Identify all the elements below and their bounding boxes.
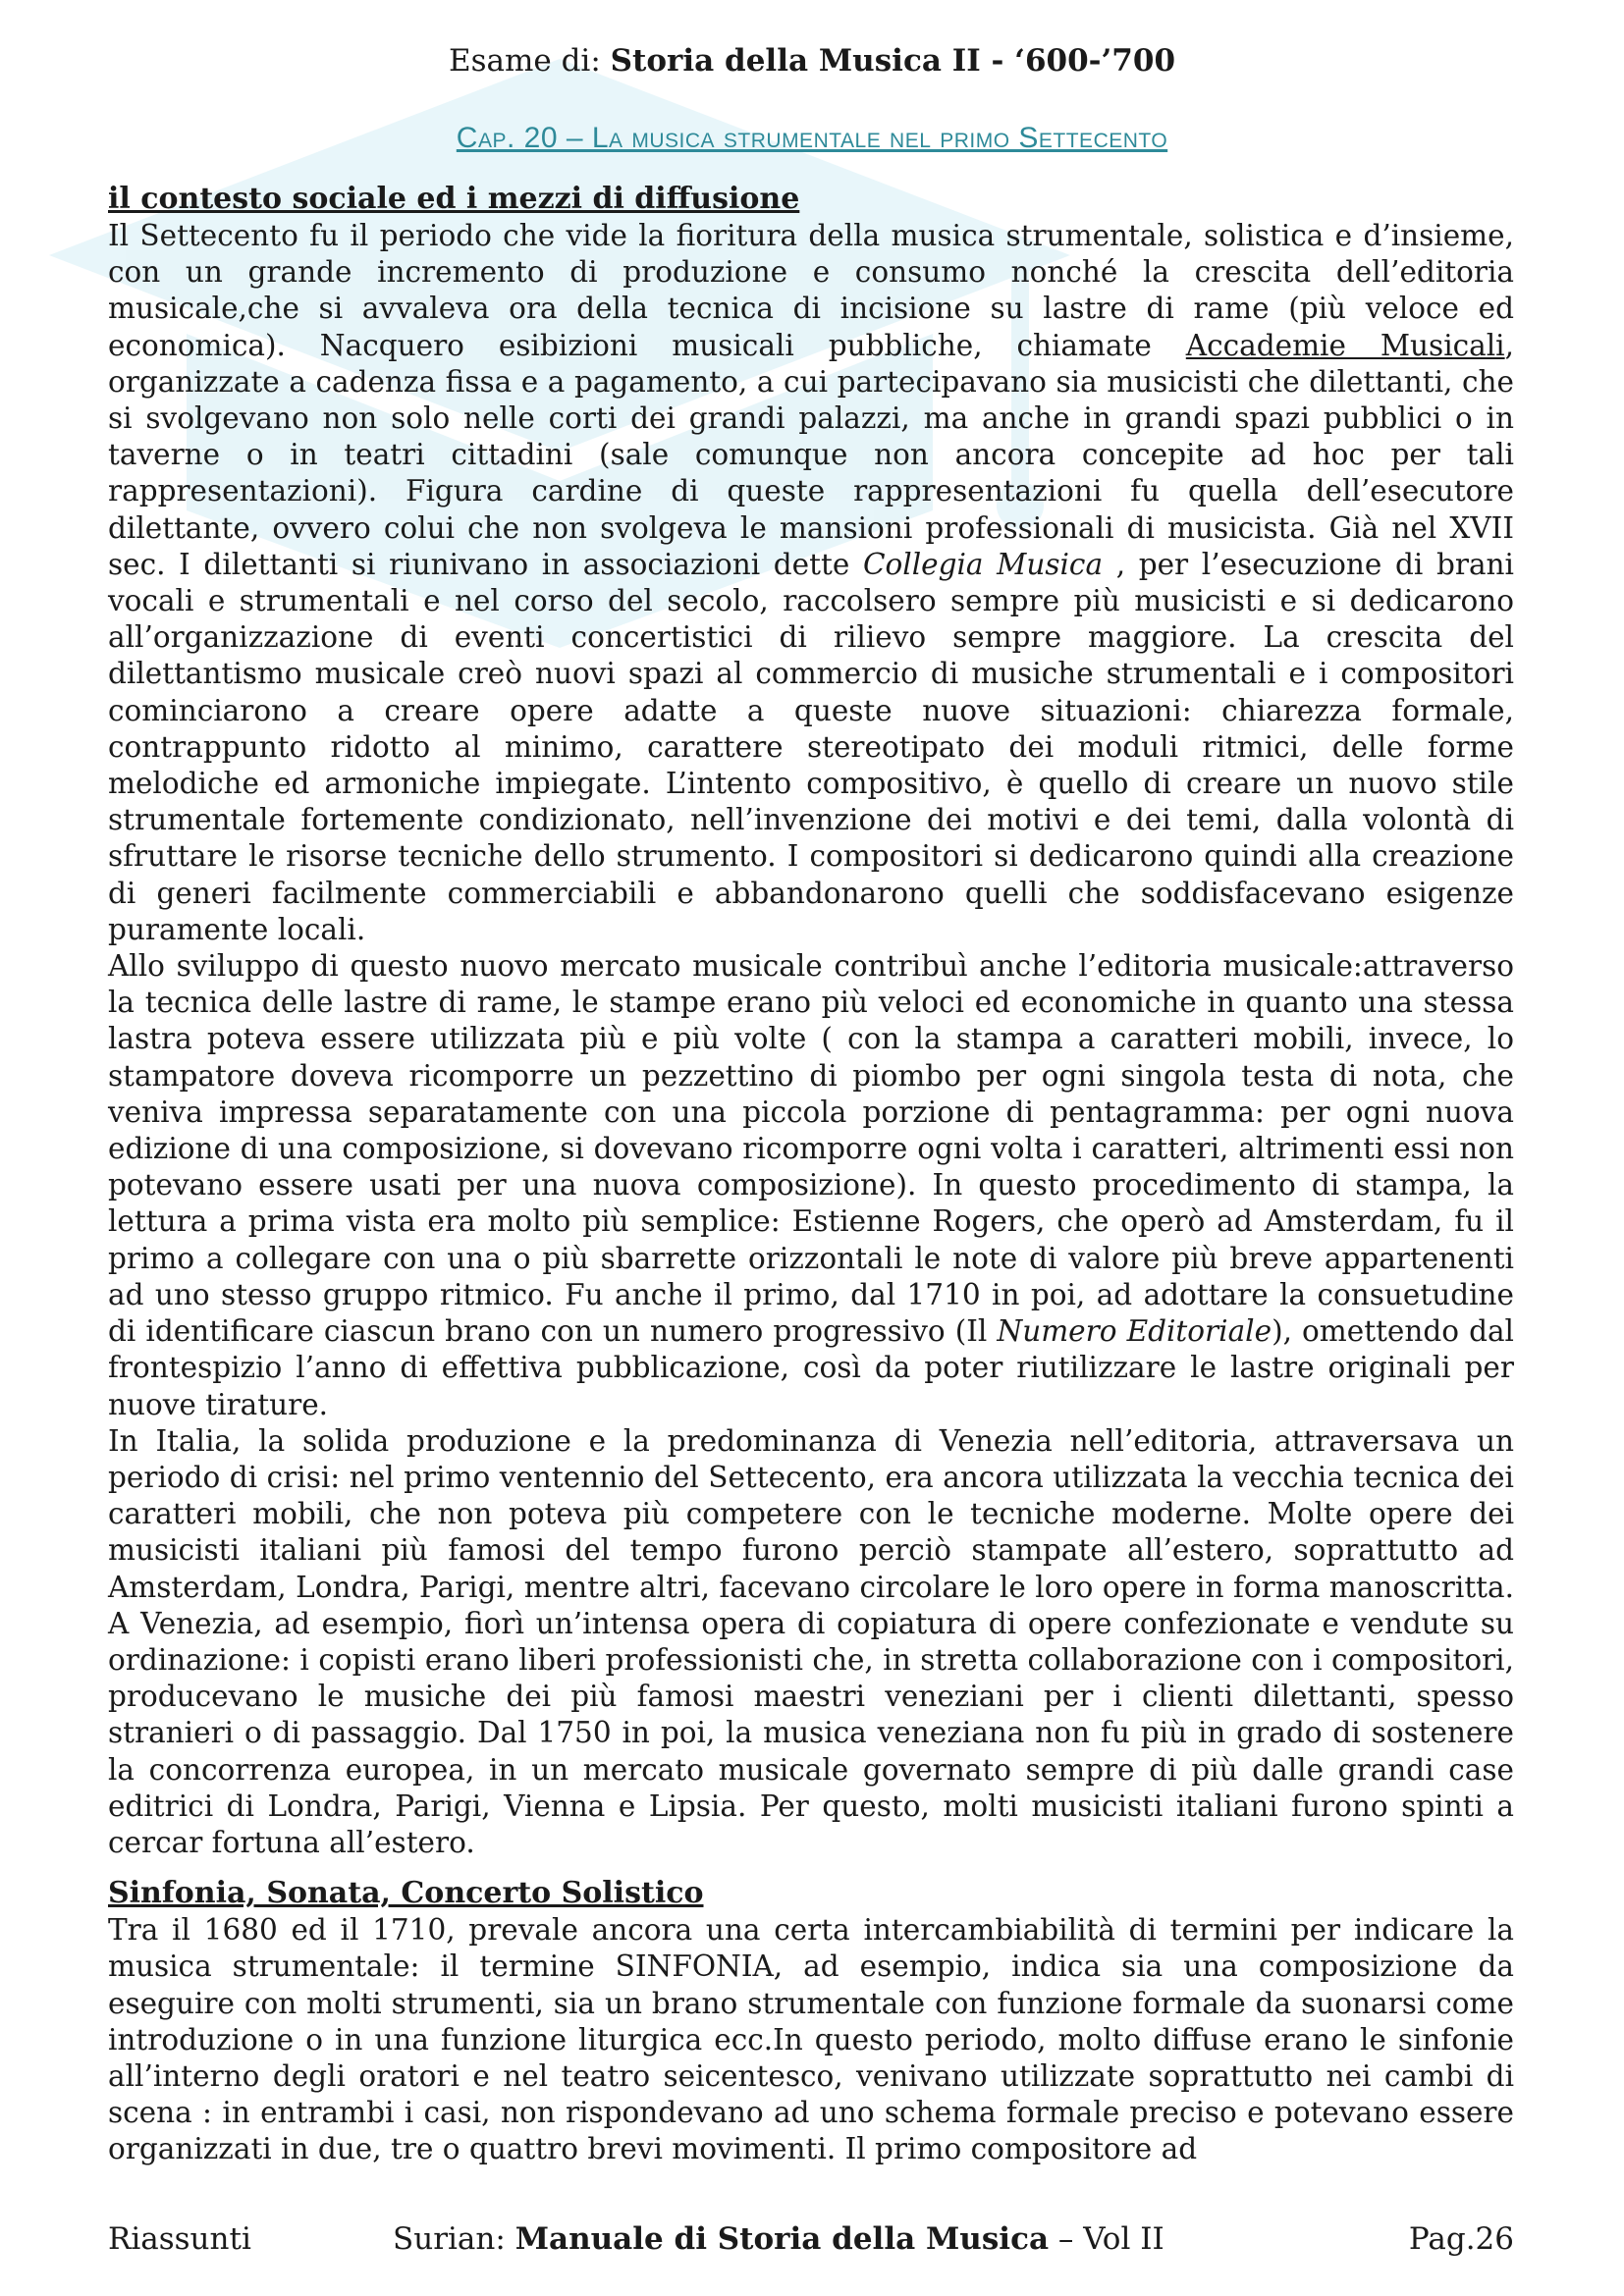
page-number: Pag.26 bbox=[1408, 2221, 1514, 2257]
section-title-social-context: il contesto sociale ed i mezzi di diffusione bbox=[108, 182, 800, 216]
paragraph-text: Il Settecento fu il periodo che vide la fioritura della musica strumentale, solistica e d’insieme, con un grande incremento di produzione e consumo nonché la crescita dell’editoria musicale,che si avvaleva ora della tecnica di incisione su lastre di rame (più veloce ed economica). Nacquero esibizioni musicali pubbliche, chiamate bbox=[108, 219, 1514, 362]
footer-volume: – Vol II bbox=[1049, 2221, 1164, 2257]
paragraph bbox=[108, 948, 1514, 1423]
term-collegia-musica: Collegia Musica bbox=[862, 547, 1104, 581]
footer-left: Riassunti bbox=[108, 2221, 251, 2257]
footer-center bbox=[393, 2221, 1164, 2257]
paragraph: In Italia, la solida produzione e la predominanza di Venezia nell’editoria, attraversava un periodo di crisi: nel primo ventennio del Settecento, era ancora utilizzata la vecchia tecnica dei caratteri mobili, che non poteva più competere con le tecniche moderne. Molte opere dei musicisti italiani più famosi del tempo furono perciò stampate all’estero, soprattutto ad Amsterdam, Londra, Parigi, mentre altri, facevano circolare le loro opere in forma manoscritta. A Venezia, ad esempio, fiorì un’intensa opera di copiatura di opere confezionate e vendute su ordinazione: i copisti erano liberi professionisti che, in stretta collaborazione con i compositori, producevano le musiche dei più famosi maestri veneziani per i clienti dilettanti, spesso stranieri o di passaggio. Dal 1750 in poi, la musica veneziana non fu più in grado di sostenere la concorrenza europea, in un mercato musicale governato sempre di più dalle grandi case editrici di Londra, Parigi, Vienna e Lipsia. Per questo, molti musicisti italiani furono spinti a cercar fortuna all’estero. bbox=[108, 1423, 1514, 1859]
paragraph-text: ), omettendo dal frontespizio l’anno di effettiva pubblicazione, così da poter riutilizzare le lastre originali per nuove tirature. bbox=[108, 1314, 1514, 1421]
paragraph bbox=[108, 218, 1514, 948]
header-course: Storia della Musica II - ‘600-’700 bbox=[610, 43, 1176, 79]
header-prefix: Esame di: bbox=[448, 43, 611, 79]
document-body bbox=[108, 181, 1514, 2168]
term-numero-editoriale: Numero Editoriale bbox=[997, 1314, 1272, 1349]
page-footer bbox=[108, 2221, 1514, 2261]
page-header bbox=[0, 43, 1624, 79]
footer-author: Surian: bbox=[393, 2221, 515, 2257]
section-title-sinfonia: Sinfonia, Sonata, Concerto Solistico bbox=[108, 1876, 704, 1911]
paragraph: Tra il 1680 ed il 1710, prevale ancora una certa intercambiabilità di termini per indicare la musica strumentale: il termine SINFONIA, ad esempio, indica sia una composizione da eseguire con molti strumenti, sia un brano strumentale con funzione formale da suonarsi come introduzione o in una funzione liturgica ecc.In questo periodo, molto diffuse erano le sinfonie all’interno degli oratori e nel teatro seicentesco, venivano utilizzate soprattutto nei cambi di scena : in entrambi i casi, non rispondevano ad uno schema formale preciso e potevano essere organizzati in due, tre o quattro brevi movimenti. Il primo compositore ad bbox=[108, 1913, 1514, 2166]
paragraph-text: Allo sviluppo di questo nuovo mercato musicale contribuì anche l’editoria musicale:attraverso la tecnica delle lastre di rame, le stampe erano più veloci ed economiche in quanto una stessa lastra poteva essere utilizzata più e più volte ( con la stampa a caratteri mobili, invece, lo stampatore doveva ricomporre un pezzettino di piombo per ogni singola testa di nota, che veniva impressa separatamente con una piccola porzione di pentagramma: per ogni nuova edizione di una composizione, si dovevano ricomporre ogni volta i caratteri, altrimenti essi non potevano essere usati per una nuova composizione). In questo procedimento di stampa, la lettura a prima vista era molto più semplice: Estienne Rogers, che operò ad Amsterdam, fu il primo a collegare con una o più sbarrette orizzontali le note di valore più breve appartenenti ad uno stesso gruppo ritmico. Fu anche il primo, dal 1710 in poi, ad adottare la consuetudine di identificare ciascun brano con un numero progressivo (Il bbox=[108, 949, 1514, 1349]
term-accademie-musicali: Accademie Musicali bbox=[1185, 328, 1505, 362]
paragraph-text: , per l’esecuzione di brani vocali e strumentali e nel corso del secolo, raccolsero sempre più musicisti e si dedicarono all’organizzazione di eventi concertistici di rilievo sempre maggiore. La crescita del dilettantismo musicale creò nuovi spazi al commercio di musiche strumentali e i compositori cominciarono a creare opere adatte a queste nuove situazioni: chiarezza formale, contrappunto ridotto al minimo, carattere stereotipato dei moduli ritmici, delle forme melodiche ed armoniche impiegate. L’intento compositivo, è quello di creare un nuovo stile strumentale fortemente condizionato, nell’invenzione dei motivi e dei temi, dalla volontà di sfruttare le risorse tecniche dello strumento. I compositori si dedicarono quindi alla creazione di generi facilmente commerciabili e abbandonarono quelli che soddisfacevano esigenze puramente locali. bbox=[108, 547, 1514, 946]
section-gap bbox=[108, 1861, 1514, 1875]
footer-book-title: Manuale di Storia della Musica bbox=[514, 2221, 1050, 2257]
paragraph-text: , organizzate a cadenza fissa e a pagamento, a cui partecipavano sia musicisti che dilettanti, che si svolgevano non solo nelle corti dei grandi palazzi, ma anche in grandi spazi pubblici o in taverne o in teatri cittadini (sale comunque non ancora concepite ad hoc per tali rappresentazioni). Figura cardine di queste rappresentazioni fu quella dell’esecutore dilettante, ovvero colui che non svolgeva le mansioni professionali di musicista. Già nel XVII sec. I dilettanti si riunivano in associazioni dette bbox=[108, 328, 1514, 581]
chapter-title: Cap. 20 – La musica strumentale nel primo Settecento bbox=[456, 122, 1168, 154]
